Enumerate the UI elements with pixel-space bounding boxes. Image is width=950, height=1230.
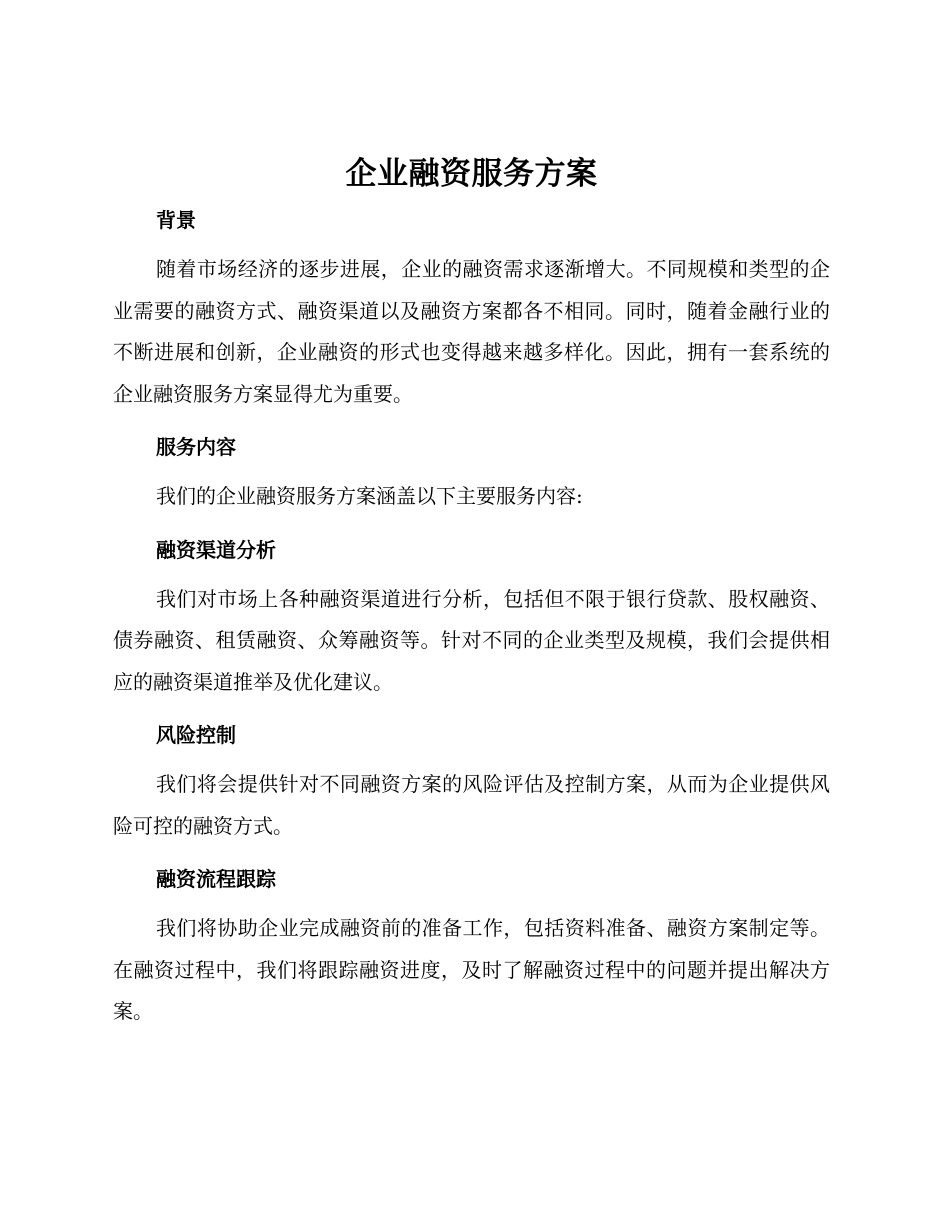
section-heading-background: 背景 bbox=[156, 208, 196, 232]
section-paragraph-risk-control: 我们将会提供针对不同融资方案的风险评估及控制方案，从而为企业提供风险可控的融资方式。 bbox=[113, 772, 830, 838]
section-paragraph-channel-analysis: 我们对市场上各种融资渠道进行分析，包括但不限于银行贷款、股权融资、债券融资、租赁融资、众筹融资等。针对不同的企业类型及规模，我们会提供相应的融资渠道推举及优化建议。 bbox=[113, 586, 830, 694]
section-heading-services: 服务内容 bbox=[156, 435, 236, 459]
document-title: 企业融资服务方案 bbox=[345, 156, 598, 192]
document-body bbox=[113, 148, 830, 1033]
section-paragraph-background: 随着市场经济的逐步进展，企业的融资需求逐渐增大。不同规模和类型的企业需要的融资方式、融资渠道以及融资方案都各不相同。同时，随着金融行业的不断进展和创新，企业融资的形式也变得越来越多样化。因此，拥有一套系统的企业融资服务方案显得尤为重要。 bbox=[113, 257, 830, 406]
section-paragraph-services: 我们的企业融资服务方案涵盖以下主要服务内容: bbox=[156, 484, 583, 508]
section-heading-channel-analysis: 融资渠道分析 bbox=[156, 537, 276, 562]
section-heading-risk-control: 风险控制 bbox=[156, 723, 236, 747]
section-paragraph-process-tracking: 我们将协助企业完成融资前的准备工作，包括资料准备、融资方案制定等。在融资过程中，我们将跟踪融资进度，及时了解融资过程中的问题并提出解决方案。 bbox=[113, 916, 830, 1023]
section-heading-process-tracking: 融资流程跟踪 bbox=[156, 867, 276, 891]
